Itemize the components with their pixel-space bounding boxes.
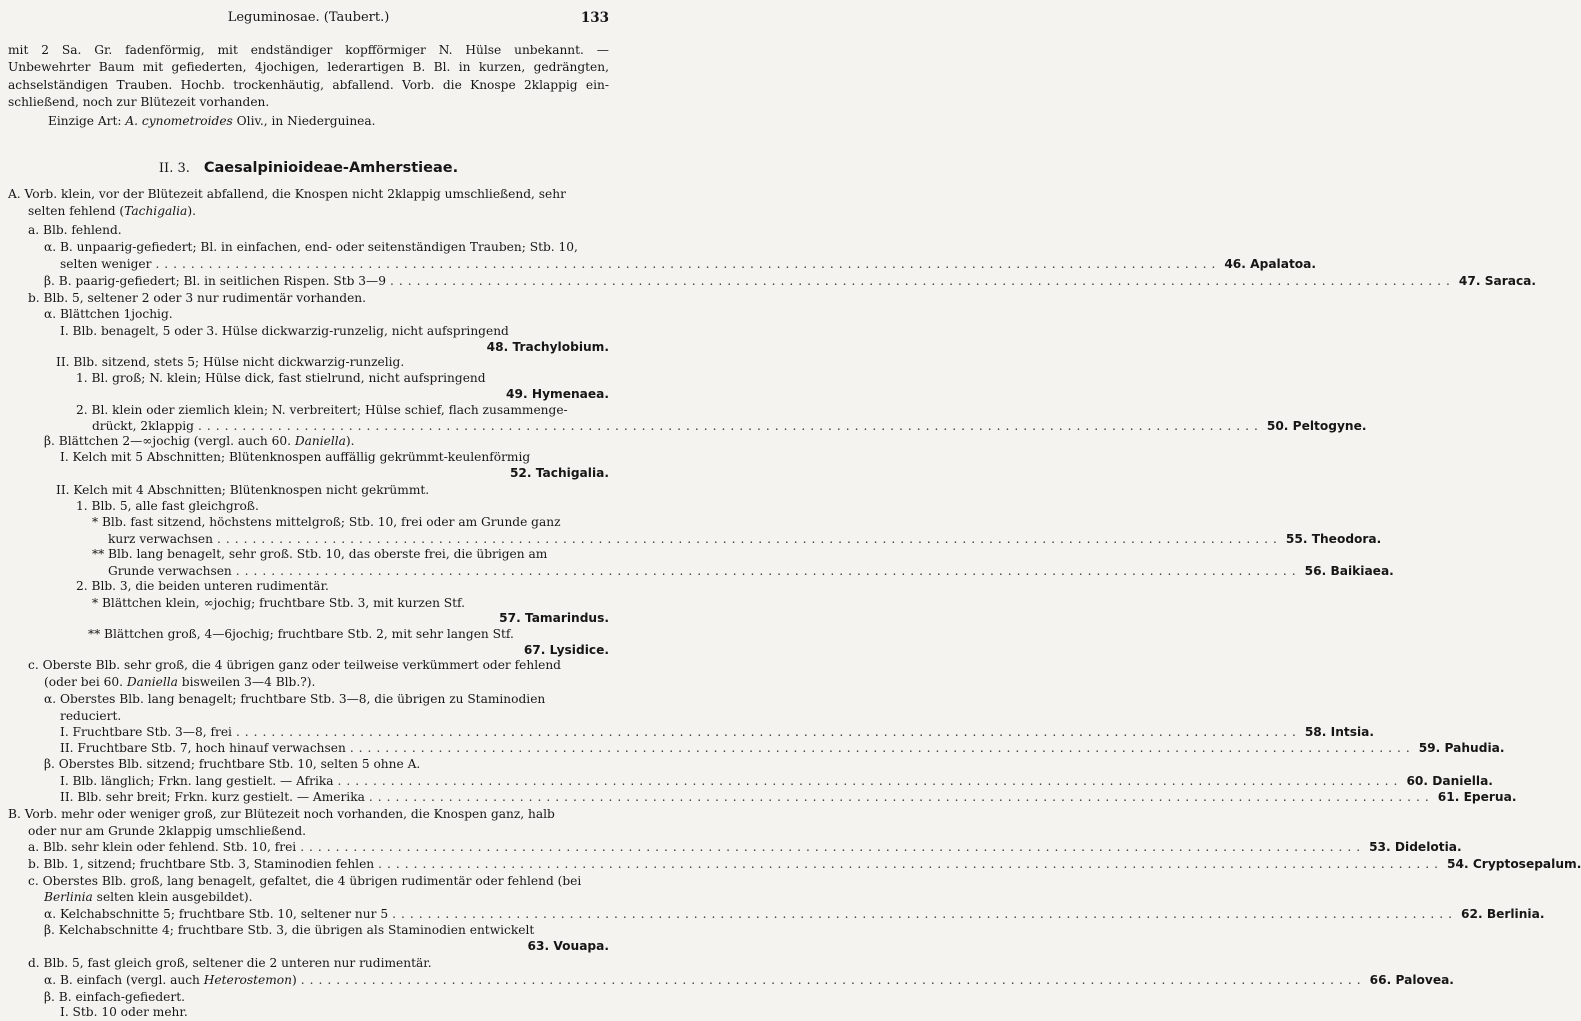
leader-dots: ........................................................................................................................	[300, 973, 1366, 987]
key-line	[88, 626, 609, 643]
genus-entry: 61. Eperua.	[1437, 790, 1517, 804]
key-line	[44, 306, 609, 323]
intro-line-1: mit 2 Sa. Gr. fadenförmig, mit endständiger kopfförmiger N. Hülse unbekannt. —	[8, 43, 609, 57]
key-text: d. Blb. 5, fast gleich groß, seltener die 2 unteren nur rudimentär.	[28, 956, 432, 970]
leader-dots: ........................................................................................................................	[378, 857, 1444, 871]
key-line	[28, 203, 609, 220]
key-text: kurz verwachsen	[108, 532, 213, 546]
taxon-name: Heterostemon	[203, 973, 292, 987]
key-line	[60, 740, 1505, 757]
genus-entry: 48. Trachylobium.	[486, 340, 609, 354]
species-name: A. cynometroides	[125, 114, 233, 128]
leader-dots: ........................................................................................................................	[390, 274, 1455, 288]
intro-line-5	[48, 113, 376, 130]
leader-dots: ........................................................................................................................	[235, 564, 1301, 578]
intro-line-3: achselständigen Trauben. Hochb. trockenhäutig, abfallend. Vorb. die Knospe 2klappig ein-	[8, 78, 609, 92]
genus-entry: 57. Tamarindus.	[499, 611, 609, 625]
key-line	[44, 239, 609, 256]
key-line	[44, 922, 609, 939]
key-line	[60, 724, 1374, 741]
genus-entry: 66. Palovea.	[1369, 973, 1454, 987]
key-text: α. Oberstes Blb. lang benagelt; fruchtbare Stb. 3—8, die übrigen zu Staminodien	[44, 692, 546, 706]
key-text: β. Blättchen 2—∞jochig (vergl. auch 60. Daniella).	[44, 434, 355, 448]
running-header	[0, 10, 617, 28]
genus-entry: 60. Daniella.	[1406, 774, 1493, 788]
key-text: II. Blb. sitzend, stets 5; Hülse nicht dickwarzig-runzelig.	[56, 355, 405, 369]
section-number: II. 3.	[158, 161, 190, 176]
key-text: α. B. unpaarig-gefiedert; Bl. in einfachen, end- oder seitenständigen Trauben; Stb. 10,	[44, 240, 578, 254]
key-text: β. B. einfach-gefiedert.	[44, 990, 185, 1004]
key-text: drückt, 2klappig	[92, 419, 194, 433]
key-text: α. B. einfach (vergl. auch Heterostemon)	[44, 973, 297, 987]
page-number: 133	[580, 10, 609, 26]
key-line	[28, 839, 1462, 856]
genus-entry: 47. Saraca.	[1458, 274, 1537, 288]
leader-dots: ........................................................................................................................	[216, 532, 1282, 546]
key-line	[60, 773, 1493, 790]
key-line	[44, 889, 609, 906]
key-text: A. Vorb. klein, vor der Blütezeit abfallend, die Knospen nicht 2klappig umschließend, sehr	[8, 187, 566, 201]
key-line	[44, 433, 609, 450]
key-text: I. Kelch mit 5 Abschnitten; Blütenknospen auffällig gekrümmt-keulenförmig	[60, 450, 531, 464]
genus-entry: 53. Didelotia.	[1369, 840, 1462, 854]
key-line	[56, 354, 609, 371]
key-text: I. Blb. benagelt, 5 oder 3. Hülse dickwarzig-runzelig, nicht aufspringend	[60, 324, 509, 338]
key-text: II. Kelch mit 4 Abschnitten; Blütenknospen nicht gekrümmt.	[56, 483, 430, 497]
key-line	[76, 402, 609, 419]
key-line	[44, 674, 609, 691]
key-text: ** Blb. lang benagelt, sehr groß. Stb. 10, das oberste frei, die übrigen am	[92, 547, 548, 561]
key-line	[28, 955, 609, 972]
header-title: Leguminosae. (Taubert.)	[227, 10, 390, 25]
key-line	[44, 756, 609, 773]
key-line	[8, 806, 609, 823]
key-line	[44, 972, 1454, 989]
key-line	[76, 370, 609, 387]
key-text: b. Blb. 1, sitzend; fruchtbare Stb. 3, Staminodien fehlen	[28, 857, 375, 871]
leader-dots: ........................................................................................................................	[392, 907, 1457, 921]
key-text: ** Blättchen groß, 4—6jochig; fruchtbare Stb. 2, mit sehr langen Stf.	[88, 627, 514, 641]
key-text: II. Blb. sehr breit; Frkn. kurz gestielt. — Amerika	[60, 790, 365, 804]
key-text: II. Fruchtbare Stb. 7, hoch hinauf verwachsen	[60, 741, 346, 755]
key-text: selten weniger	[60, 257, 152, 271]
key-line	[28, 657, 609, 674]
leader-dots: ........................................................................................................................	[235, 725, 1301, 739]
key-text: β. Kelchabschnitte 4; fruchtbare Stb. 3, die übrigen als Staminodien entwickelt	[44, 923, 535, 937]
key-text: c. Oberstes Blb. groß, lang benagelt, gefaltet, die 4 übrigen rudimentär oder fehlend (bei	[28, 874, 582, 888]
key-line	[44, 691, 609, 708]
key-text: 1. Blb. 5, alle fast gleichgroß.	[76, 499, 259, 513]
key-text: B. Vorb. mehr oder weniger groß, zur Blütezeit noch vorhanden, die Knospen ganz, halb	[8, 807, 555, 821]
taxon-name: Daniella	[126, 675, 178, 689]
key-text: β. B. paarig-gefiedert; Bl. in seitlichen Rispen. Stb 3—9	[44, 274, 386, 288]
key-text: I. Stb. 10 oder mehr.	[60, 1005, 188, 1019]
section-title: Caesalpinioideae-Amherstieae.	[203, 160, 459, 176]
genus-entry: 52. Tachigalia.	[509, 466, 609, 480]
key-line	[60, 1004, 609, 1021]
genus-entry: 54. Cryptosepalum.	[1447, 857, 1581, 871]
intro-line-5-suffix: Oliv., in Niederguinea.	[232, 114, 376, 128]
key-line	[60, 708, 609, 725]
intro-line-4: schließend, noch zur Blütezeit vorhanden.	[8, 95, 270, 109]
key-text: Berlinia selten klein ausgebildet).	[44, 890, 253, 904]
key-line	[60, 449, 609, 466]
genus-entry: 49. Hymenaea.	[506, 387, 609, 401]
key-text: reduciert.	[60, 709, 122, 723]
key-text: (oder bei 60. Daniella bisweilen 3—4 Blb.?).	[44, 675, 316, 689]
key-text: oder nur am Grunde 2klappig umschließend.	[28, 824, 306, 838]
key-text: selten fehlend (Tachigalia).	[28, 204, 196, 218]
key-line	[56, 482, 609, 499]
key-line	[60, 789, 1517, 806]
key-line	[92, 514, 609, 531]
key-line	[28, 290, 609, 307]
genus-entry: 62. Berlinia.	[1460, 907, 1545, 921]
key-line	[8, 186, 609, 203]
key-text: I. Fruchtbare Stb. 3—8, frei	[60, 725, 232, 739]
key-text: 2. Blb. 3, die beiden unteren rudimentär.	[76, 579, 329, 593]
key-line	[44, 273, 1537, 290]
key-text: a. Blb. sehr klein oder fehlend. Stb. 10, frei	[28, 840, 297, 854]
section-heading	[0, 160, 617, 180]
key-text: α. Blättchen 1jochig.	[44, 307, 173, 321]
key-line	[92, 546, 609, 563]
key-line	[28, 873, 609, 890]
taxon-name: Tachigalia	[124, 204, 188, 218]
key-text: a. Blb. fehlend.	[28, 223, 122, 237]
key-text: I. Blb. länglich; Frkn. lang gestielt. — Afrika	[60, 774, 334, 788]
key-line	[60, 256, 1316, 273]
genus-entry: 58. Intsia.	[1304, 725, 1374, 739]
key-line	[28, 856, 1581, 873]
leader-dots: ........................................................................................................................	[337, 774, 1403, 788]
genus-entry: 50. Peltogyne.	[1266, 419, 1367, 433]
taxon-name: Daniella	[294, 434, 346, 448]
key-line	[76, 498, 609, 515]
taxon-name: Berlinia	[44, 890, 93, 904]
key-text: 1. Bl. groß; N. klein; Hülse dick, fast stielrund, nicht aufspringend	[76, 371, 486, 385]
intro-line-5-prefix: Einzige Art:	[48, 114, 126, 128]
key-line	[44, 906, 1545, 923]
genus-entry: 63. Vouapa.	[527, 939, 609, 953]
key-text: b. Blb. 5, seltener 2 oder 3 nur rudimentär vorhanden.	[28, 291, 367, 305]
key-text: * Blb. fast sitzend, höchstens mittelgroß; Stb. 10, frei oder am Grunde ganz	[92, 515, 561, 529]
leader-dots: ........................................................................................................................	[197, 419, 1263, 433]
genus-entry: 67. Lysidice.	[523, 643, 609, 657]
key-text: * Blättchen klein, ∞jochig; fruchtbare Stb. 3, mit kurzen Stf.	[92, 596, 465, 610]
key-text: c. Oberste Blb. sehr groß, die 4 übrigen ganz oder teilweise verkümmert oder fehlend	[28, 658, 561, 672]
genus-entry: 56. Baikiaea.	[1304, 564, 1394, 578]
key-line	[60, 323, 609, 340]
intro-line-2: Unbewehrter Baum mit gefiederten, 4jochigen, lederartigen B. Bl. in kurzen, gedrängten,	[8, 60, 609, 74]
key-text: 2. Bl. klein oder ziemlich klein; N. verbreitert; Hülse schief, flach zusammenge-	[76, 403, 568, 417]
key-text: Grunde verwachsen	[108, 564, 232, 578]
genus-entry: 59. Pahudia.	[1418, 741, 1505, 755]
leader-dots: ........................................................................................................................	[349, 741, 1415, 755]
key-text: β. Oberstes Blb. sitzend; fruchtbare Stb. 10, selten 5 ohne A.	[44, 757, 421, 771]
key-line	[76, 578, 609, 595]
key-line	[28, 222, 609, 239]
genus-entry: 46. Apalatoa.	[1224, 257, 1316, 271]
key-line	[28, 823, 609, 840]
leader-dots: ........................................................................................................................	[155, 257, 1221, 271]
leader-dots: ........................................................................................................................	[368, 790, 1434, 804]
leader-dots: ........................................................................................................................	[300, 840, 1366, 854]
genus-entry: 55. Theodora.	[1285, 532, 1382, 546]
key-text: α. Kelchabschnitte 5; fruchtbare Stb. 10, seltener nur 5	[44, 907, 389, 921]
